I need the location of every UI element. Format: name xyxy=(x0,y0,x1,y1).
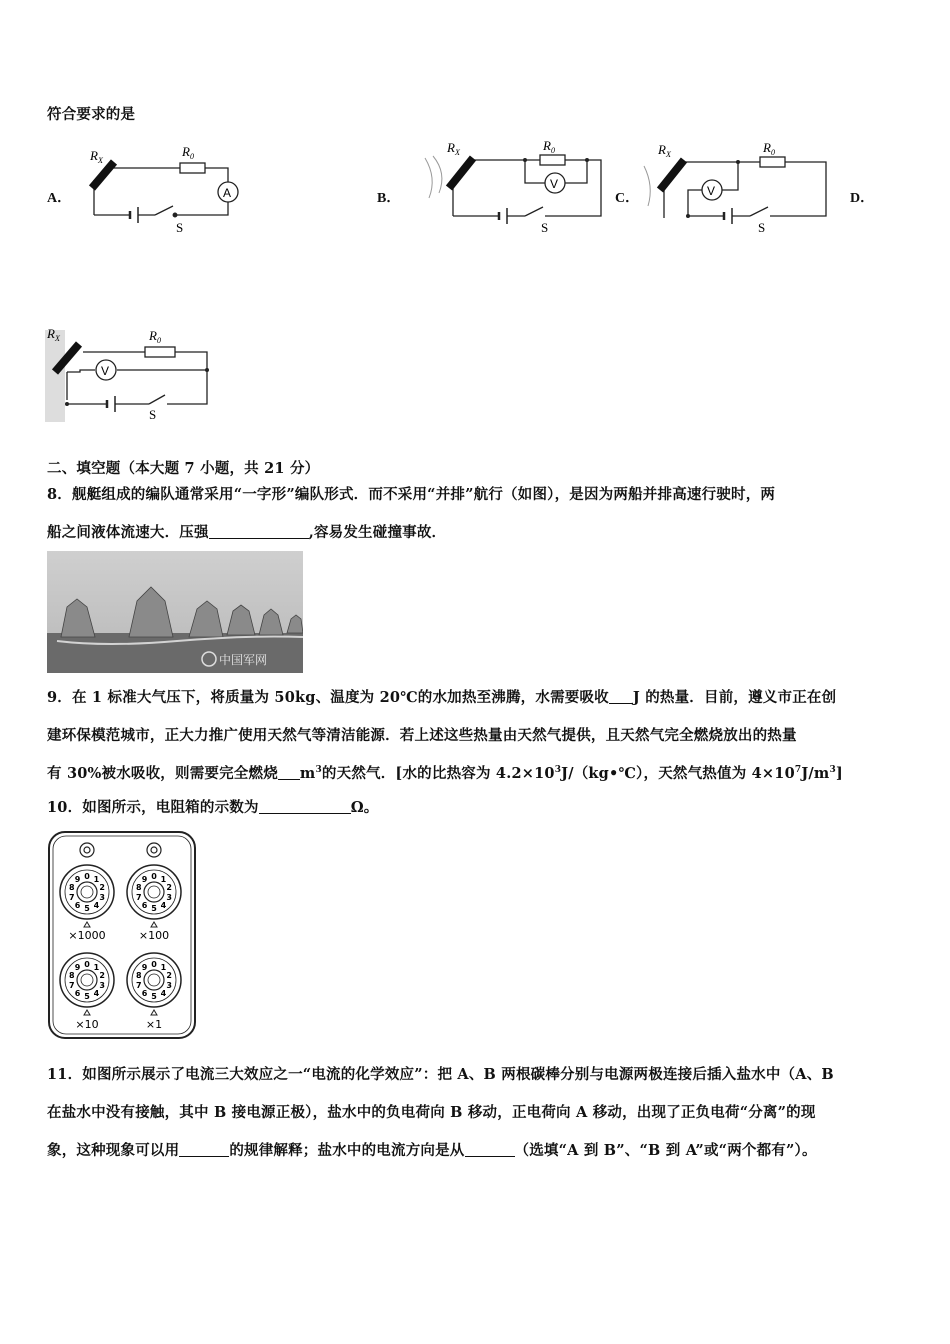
r0-label: $R_0$ xyxy=(543,138,555,155)
multiplier-label-1000: ×1000 xyxy=(68,929,106,942)
q9-line1: 9．在 1 标准大气压下，将质量为 50kg、温度为 20℃的水加热至沸腾，水需要吸收 J 的热量．目前，遵义市正在创 xyxy=(47,689,837,706)
dial-digit: 0 xyxy=(151,872,157,881)
answer-blank[interactable] xyxy=(609,689,633,704)
dial-digit: 6 xyxy=(141,900,148,910)
resistance-box-diagram xyxy=(47,830,197,1040)
r0-label: $R_0$ xyxy=(149,328,161,345)
answer-blank[interactable] xyxy=(209,524,309,539)
dial-digit: 2 xyxy=(166,971,172,981)
section-title: 二、填空题（本大题 7 小题，共 21 分） xyxy=(47,460,320,477)
dial-digit: 3 xyxy=(99,892,105,902)
dial-digit: 2 xyxy=(99,883,105,893)
dial-digit: 4 xyxy=(93,900,100,910)
option-c-label: C． xyxy=(615,191,640,206)
dial-digit: 3 xyxy=(166,980,172,990)
switch-label: S xyxy=(149,407,157,422)
dial-digit: 9 xyxy=(74,963,81,973)
q9-line2: 建环保模范城市，正大力推广使用天然气等清洁能源．若上述这些热量由天然气提供，且天然气完全燃烧放出的热量 xyxy=(47,727,797,744)
dial-digit: 9 xyxy=(74,875,81,885)
option-d-label: D． xyxy=(850,191,875,206)
q9-line3: 有 30%被水吸收，则需要完全燃烧 $m^3$的天然气．[水的比热容为 $4.2\times 10^3J/(kg•℃)$，天然气热值为 $4\times 10^7J/m^3$] xyxy=(47,765,843,782)
rx-label: $R_X$ xyxy=(658,142,671,159)
q11-line1: 11．如图所示展示了电流三大效应之一“电流的化学效应”：把 A、B 两根碳棒分别与电源两极连接后插入盐水中（A、B xyxy=(47,1066,834,1083)
switch-label: S xyxy=(176,220,184,235)
dial-digit: 7 xyxy=(136,980,142,990)
dial-digit: 5 xyxy=(84,992,90,1001)
multiplier-label-100: ×100 xyxy=(138,929,170,942)
photo-watermark: 中国军网 xyxy=(219,653,268,667)
circuit-diagram-b xyxy=(415,138,610,238)
voltmeter-icon: V xyxy=(101,364,110,378)
dial-digit: 4 xyxy=(93,988,100,998)
rx-label: $R_X$ xyxy=(447,140,460,157)
dial-digit: 5 xyxy=(84,904,90,913)
dial-digit: 0 xyxy=(84,872,90,881)
ship-formation-photo xyxy=(47,551,303,673)
option-a-label: A． xyxy=(47,191,72,206)
dial-digit: 1 xyxy=(93,963,100,973)
dial-digit: 0 xyxy=(84,960,90,969)
dial-digit: 8 xyxy=(136,971,142,981)
q11-line2: 在盐水中没有接触，其中 B 接电源正极），盐水中的负电荷向 B 移动，正电荷向 A 移动，出现了正负电荷“分离”的现 xyxy=(47,1104,816,1121)
circuit-diagram-d xyxy=(45,322,215,422)
circuit-diagram-c xyxy=(640,138,835,238)
intro-text: 符合要求的是 xyxy=(47,106,136,123)
dial-digit: 5 xyxy=(151,992,157,1001)
dial-digit: 8 xyxy=(69,971,75,981)
dial-digit: 8 xyxy=(69,883,75,893)
dial-digit: 9 xyxy=(141,875,148,885)
multiplier-label-10: ×10 xyxy=(75,1018,99,1031)
r0-label: $R_0$ xyxy=(763,140,775,157)
dial-digit: 4 xyxy=(160,900,167,910)
dial-digit: 2 xyxy=(99,971,105,981)
switch-label: S xyxy=(758,220,766,235)
dial-digit: 4 xyxy=(160,988,167,998)
rx-label: $R_X$ xyxy=(47,326,60,343)
dial-digit: 9 xyxy=(141,963,148,973)
answer-blank[interactable] xyxy=(465,1142,515,1157)
voltmeter-icon: V xyxy=(550,177,559,191)
r0-label: $R_0$ xyxy=(182,144,194,161)
q11-line3: 象，这种现象可以用 的规律解释；盐水中的电流方向是从 （选填“A 到 B”、“B 到 A”或“两个都有”）。 xyxy=(47,1142,817,1159)
switch-label: S xyxy=(541,220,549,235)
ammeter-icon: A xyxy=(223,186,232,200)
dial-digit: 8 xyxy=(136,883,142,893)
voltmeter-icon: V xyxy=(707,184,716,198)
dial-digit: 3 xyxy=(99,980,105,990)
dial-digit: 6 xyxy=(74,900,81,910)
multiplier-label-1: ×1 xyxy=(145,1018,163,1031)
dial-digit: 2 xyxy=(166,883,172,893)
dial-digit: 5 xyxy=(151,904,157,913)
q10-text: 10．如图所示，电阻箱的示数为 Ω。 xyxy=(47,799,379,816)
rx-label: $R_X$ xyxy=(90,148,103,165)
option-b-label: B． xyxy=(377,191,401,206)
dial-digit: 6 xyxy=(141,988,148,998)
dial-digit: 1 xyxy=(160,875,167,885)
dial-digit: 1 xyxy=(160,963,167,973)
dial-digit: 7 xyxy=(136,892,142,902)
circuit-diagram-a xyxy=(80,140,260,235)
answer-blank[interactable] xyxy=(179,1142,229,1157)
dial-digit: 7 xyxy=(69,892,75,902)
answer-blank[interactable] xyxy=(259,799,351,814)
dial-digit: 1 xyxy=(93,875,100,885)
q8-line1: 8．舰艇组成的编队通常采用“一字形”编队形式．而不采用“并排”航行（如图），是因为两船并排高速行驶时，两 xyxy=(47,486,776,503)
dial-digit: 0 xyxy=(151,960,157,969)
dial-digit: 7 xyxy=(69,980,75,990)
q8-line2: 船之间液体流速大．压强 ,容易发生碰撞事故． xyxy=(47,524,447,541)
answer-blank[interactable] xyxy=(278,765,300,780)
dial-digit: 6 xyxy=(74,988,81,998)
dial-digit: 3 xyxy=(166,892,172,902)
